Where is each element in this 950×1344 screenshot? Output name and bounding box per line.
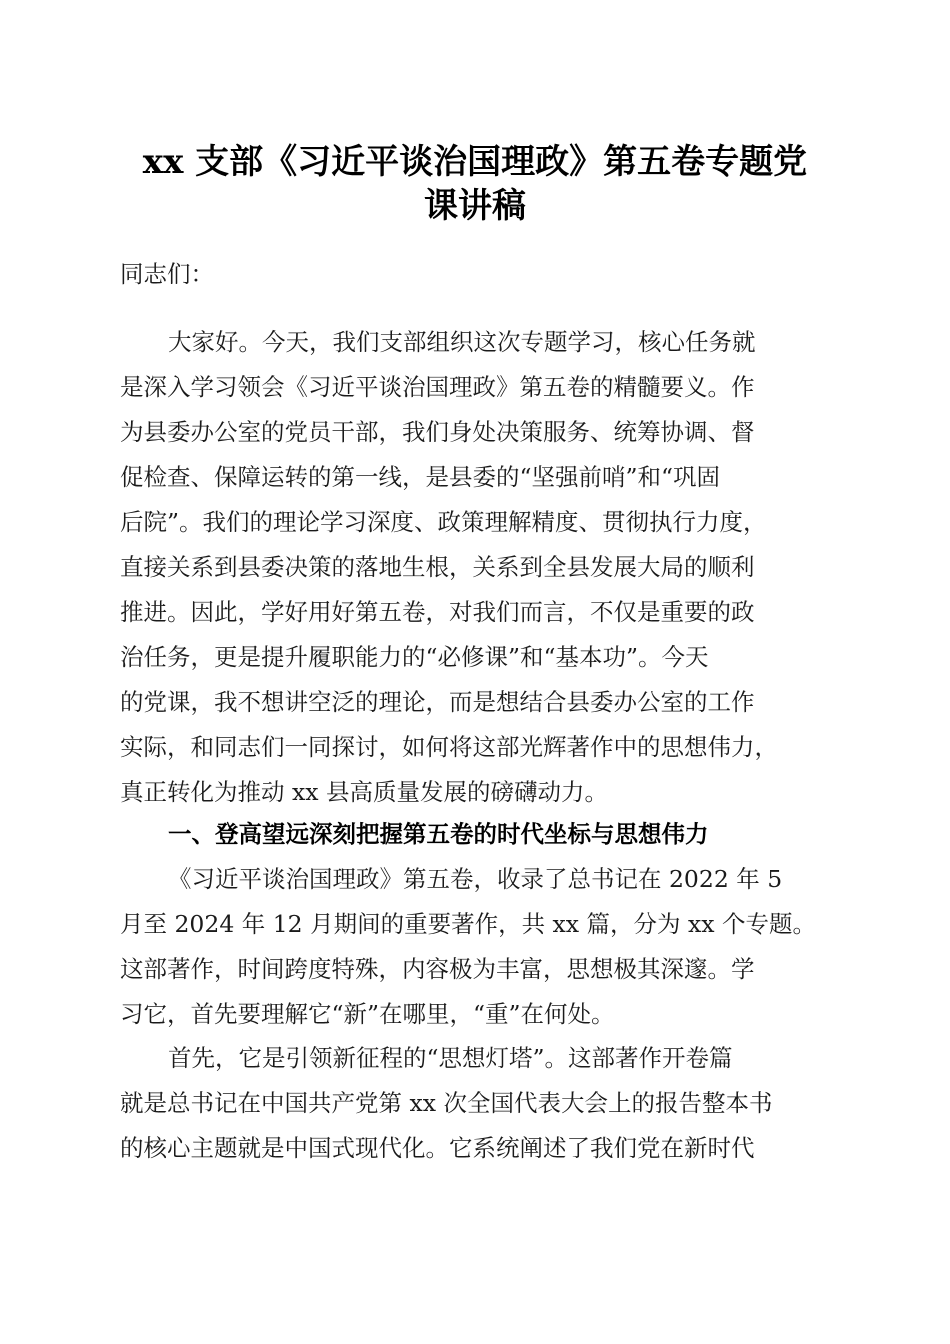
paragraph-line: 习它，首先要理解它“新”在哪里，“重”在何处。	[120, 1000, 615, 1028]
salutation-text: 同志们：	[120, 260, 214, 288]
paragraph-line: 实际，和同志们一同探讨，如何将这部光辉著作中的思想伟力，	[120, 733, 778, 761]
paragraph-line: 的核心主题就是中国式现代化。它系统阐述了我们党在新时代	[120, 1134, 755, 1162]
salutation	[120, 252, 832, 297]
paragraph-line: 这部著作，时间跨度特殊，内容极为丰富，思想极其深邃。学	[120, 955, 755, 983]
paragraph-line: 就是总书记在中国共产党第 xx 次全国代表大会上的报告整本书	[120, 1089, 773, 1117]
paragraph-line: 真正转化为推动 xx 县高质量发展的磅礴动力。	[120, 778, 608, 806]
paragraph-line: 的党课，我不想讲空泛的理论，而是想结合县委办公室的工作	[120, 688, 755, 716]
paragraph-line: 推进。因此，学好用好第五卷，对我们而言，不仅是重要的政	[120, 598, 755, 626]
paragraph-line: 直接关系到县委决策的落地生根，关系到全县发展大局的顺利	[120, 553, 755, 581]
paragraph-section1-2	[120, 1036, 832, 1171]
document-title-line2: 课讲稿	[424, 186, 526, 226]
paragraph-section1-1	[120, 857, 832, 1037]
paragraph-line: 大家好。今天，我们支部组织这次专题学习，核心任务就	[168, 328, 756, 356]
paragraph-line: 月至 2024 年 12 月期间的重要著作，共 xx 篇，分为 xx 个专题。	[120, 910, 816, 938]
paragraph-line: 后院”。我们的理论学习深度、政策理解精度、贯彻执行力度，	[120, 508, 767, 536]
paragraph-line: 是深入学习领会《习近平谈治国理政》第五卷的精髓要义。作	[120, 373, 755, 401]
paragraph-line: 首先，它是引领新征程的“思想灯塔”。这部著作开卷篇	[168, 1044, 733, 1072]
document-title-line1: xx 支部《习近平谈治国理政》第五卷专题党	[142, 142, 808, 182]
section-heading-1: 一、登高望远深刻把握第五卷的时代坐标与思想伟力	[168, 820, 709, 848]
paragraph-line: 促检查、保障运转的第一线，是县委的“坚强前哨”和“巩固	[120, 463, 721, 491]
paragraph-intro	[120, 320, 832, 815]
paragraph-line: 《习近平谈治国理政》第五卷，收录了总书记在 2022 年 5	[168, 865, 783, 893]
paragraph-line: 治任务，更是提升履职能力的“必修课”和“基本功”。今天	[120, 643, 709, 671]
paragraph-line: 为县委办公室的党员干部，我们身处决策服务、统筹协调、督	[120, 418, 755, 446]
